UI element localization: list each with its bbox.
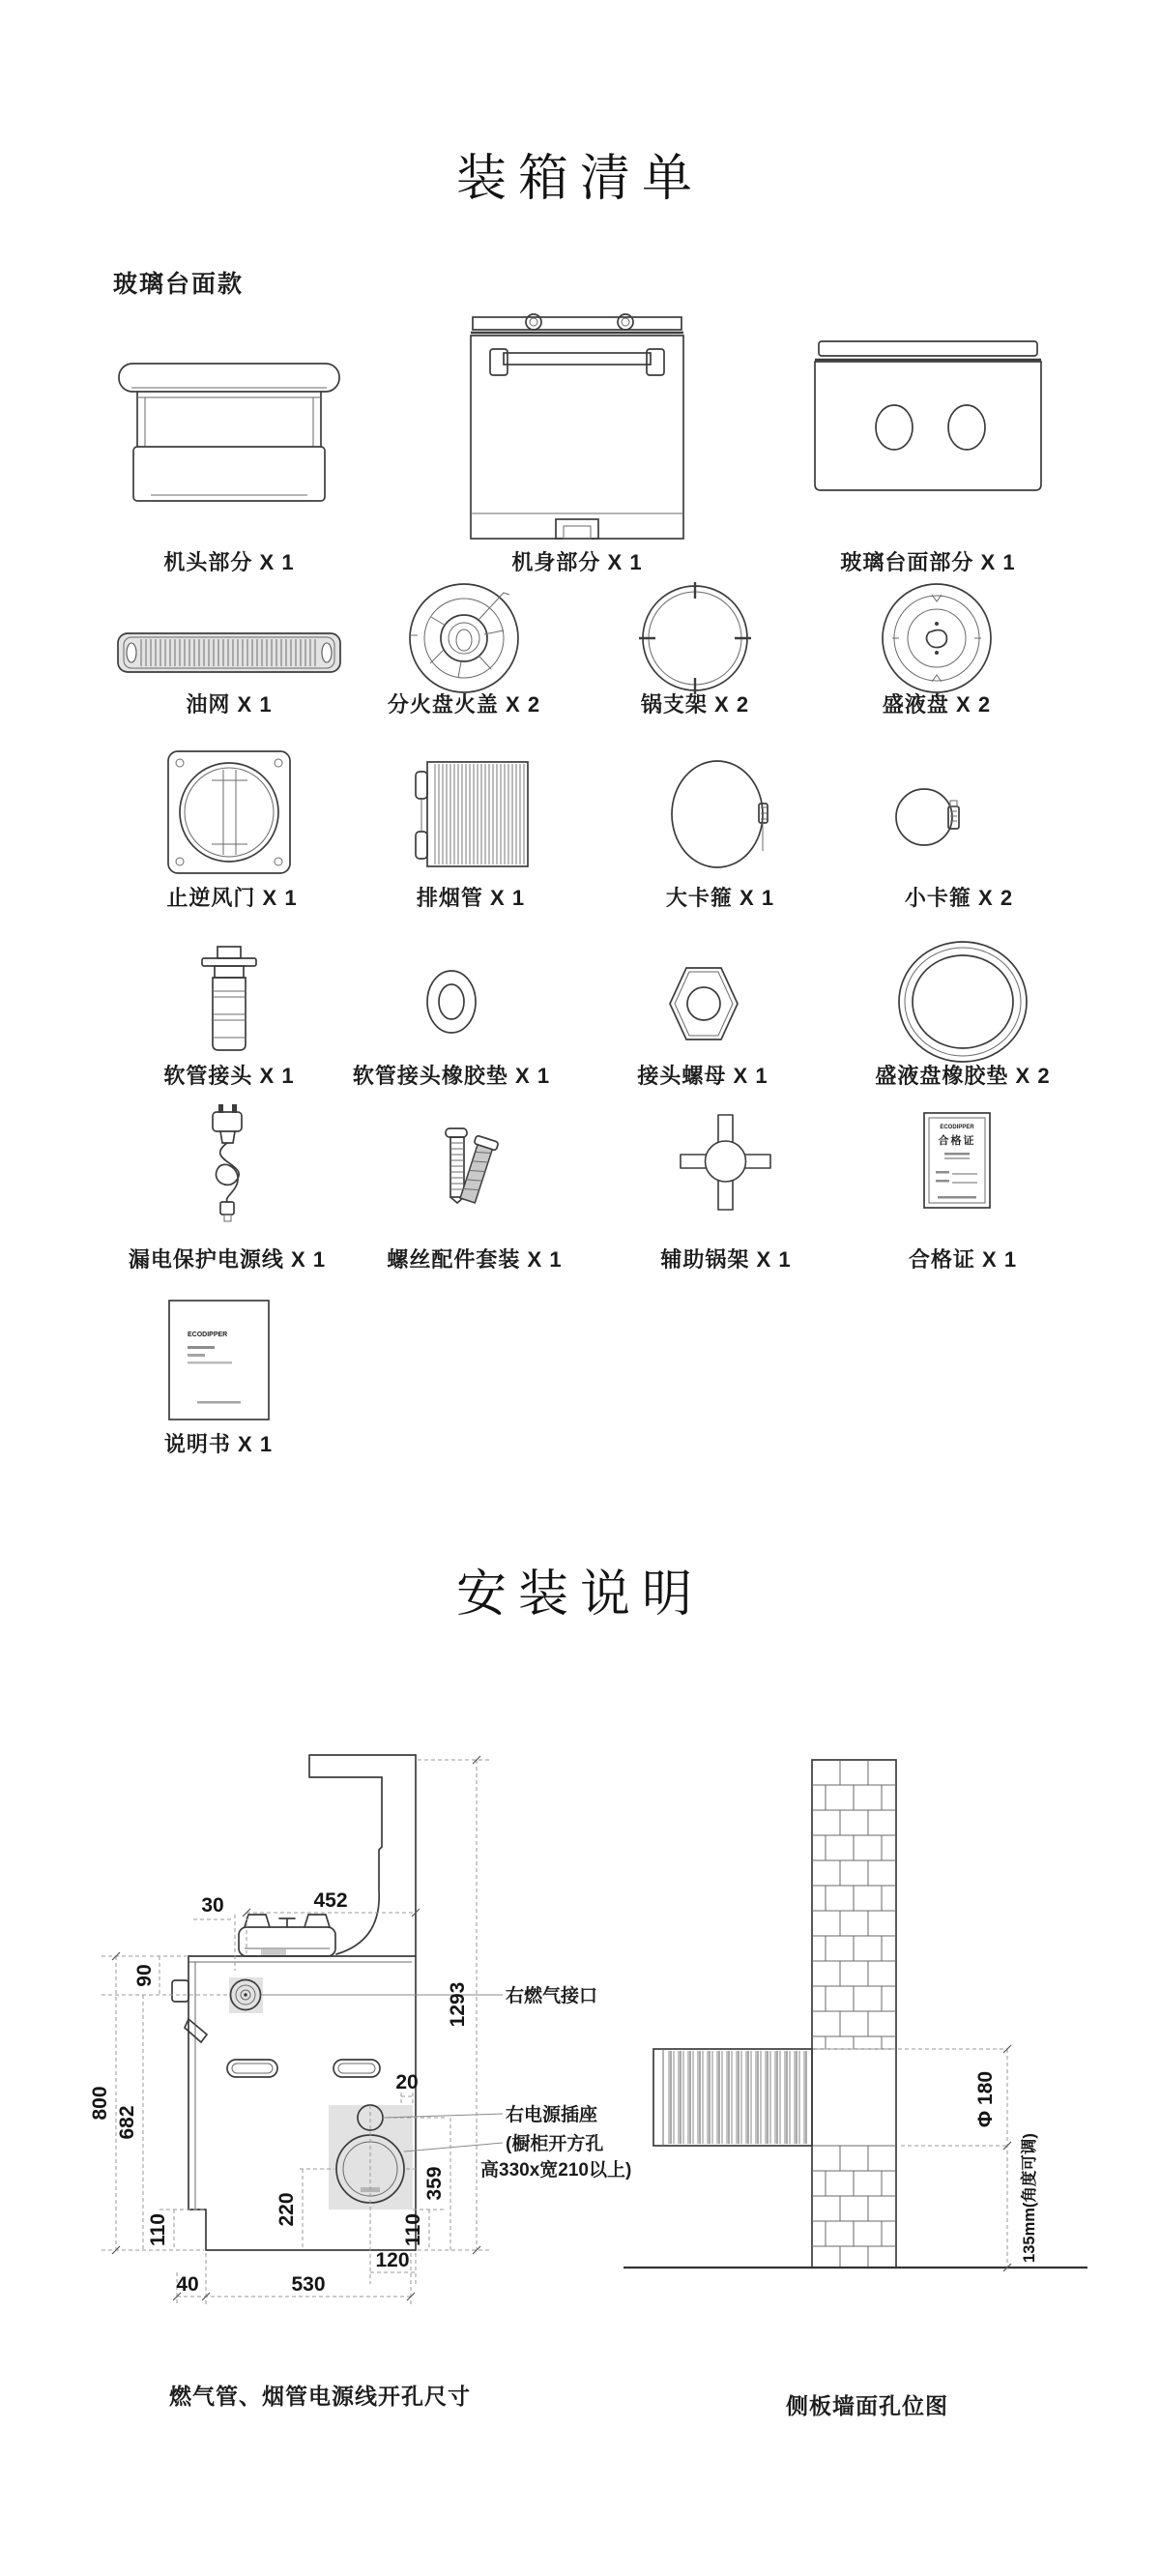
item-label-mesh: 油网 X 1 — [186, 692, 273, 717]
install-title: 安装说明 — [455, 1566, 705, 1623]
big-gasket-drawing — [896, 940, 1030, 1064]
left-diagram-caption: 燃气管、烟管电源线开孔尺寸 — [169, 2384, 471, 2409]
packing-list-title: 装箱清单 — [455, 151, 705, 207]
exhaust-pipe-drawing — [410, 756, 532, 872]
dim-110-left: 110 — [147, 2213, 169, 2246]
big-clamp-drawing — [669, 759, 770, 870]
burner-cap-drawing — [407, 580, 521, 694]
dim-682: 682 — [116, 2105, 138, 2140]
item-label-drip-tray: 盛液盘 X 2 — [882, 692, 992, 717]
gas-port-label: 右燃气接口 — [506, 1986, 598, 2006]
item-label-small-gasket: 软管接头橡胶垫 X 1 — [352, 1064, 551, 1088]
dim-phi-180: Φ 180 — [974, 2070, 997, 2128]
dim-220: 220 — [276, 2192, 298, 2227]
item-label-power-cord: 漏电保护电源线 X 1 — [128, 1247, 327, 1272]
manual-brand: ECODIPPER — [188, 1332, 228, 1338]
wall-hole-diagram — [609, 1731, 1112, 2292]
instruction-manual-drawing — [168, 1300, 270, 1420]
cutout-label-line2: 高330x宽210以上) — [480, 2160, 632, 2181]
item-label-screw-set: 螺丝配件套装 X 1 — [387, 1247, 563, 1272]
item-label-small-clamp: 小卡箍 X 2 — [904, 886, 1014, 910]
cutout-label-line1: (橱柜开方孔 — [506, 2134, 604, 2154]
dim-20: 20 — [395, 2071, 419, 2093]
pot-rack-drawing — [639, 582, 751, 694]
dim-530: 530 — [291, 2273, 326, 2296]
item-label-pipe: 排烟管 X 1 — [416, 886, 526, 910]
dim-359: 359 — [423, 2166, 446, 2201]
dim-30: 30 — [201, 1894, 224, 1917]
item-label-big-gasket: 盛液盘橡胶垫 X 2 — [875, 1064, 1051, 1088]
item-label-certificate: 合格证 X 1 — [908, 1247, 1018, 1272]
screw-set-drawing — [440, 1127, 509, 1219]
item-label-glass: 玻璃台面部分 X 1 — [840, 550, 1016, 574]
item-label-nut: 接头螺母 X 1 — [637, 1064, 768, 1088]
nut-drawing — [669, 963, 739, 1044]
dim-1293: 1293 — [447, 1981, 469, 2028]
check-damper-drawing — [167, 750, 291, 874]
dim-90: 90 — [133, 1964, 156, 1987]
item-label-head: 机头部分 X 1 — [163, 550, 295, 574]
dim-110-right: 110 — [402, 2213, 424, 2246]
power-cord-drawing — [197, 1104, 257, 1222]
dim-120: 120 — [375, 2249, 410, 2271]
item-label-connector: 软管接头 X 1 — [163, 1064, 295, 1088]
small-gasket-drawing — [425, 969, 478, 1035]
certificate-brand: ECODIPPER — [940, 1125, 974, 1130]
dim-40: 40 — [176, 2273, 199, 2296]
aux-rack-drawing — [680, 1114, 771, 1211]
oil-mesh-drawing — [118, 630, 340, 675]
head-unit-drawing — [118, 350, 340, 505]
item-label-pot-rack: 锅支架 X 2 — [640, 692, 750, 717]
dim-452: 452 — [313, 1889, 348, 1912]
item-label-body: 机身部分 X 1 — [511, 550, 643, 574]
socket-label: 右电源插座 — [506, 2105, 598, 2125]
item-label-big-clamp: 大卡箍 X 1 — [665, 886, 775, 910]
right-diagram-caption: 侧板墙面孔位图 — [786, 2393, 948, 2418]
dim-135mm: 135mm(角度可调) — [1021, 2133, 1038, 2263]
item-label-manual: 说明书 X 1 — [163, 1432, 274, 1456]
dim-800: 800 — [89, 2086, 111, 2121]
item-label-damper: 止逆风门 X 1 — [166, 886, 298, 910]
cutout-dimension-diagram — [68, 1712, 632, 2321]
certificate-drawing — [923, 1112, 991, 1209]
hose-connector-drawing — [201, 946, 257, 1057]
certificate-title: 合格证 — [938, 1135, 976, 1147]
glass-top-drawing — [807, 340, 1049, 493]
small-clamp-drawing — [893, 783, 963, 847]
body-unit-drawing — [461, 314, 693, 542]
item-label-burner-cap: 分火盘火盖 X 2 — [387, 692, 541, 717]
variant-label: 玻璃台面款 — [113, 271, 245, 298]
drip-tray-drawing — [879, 581, 995, 695]
item-label-aux-rack: 辅助锅架 X 1 — [660, 1247, 792, 1272]
